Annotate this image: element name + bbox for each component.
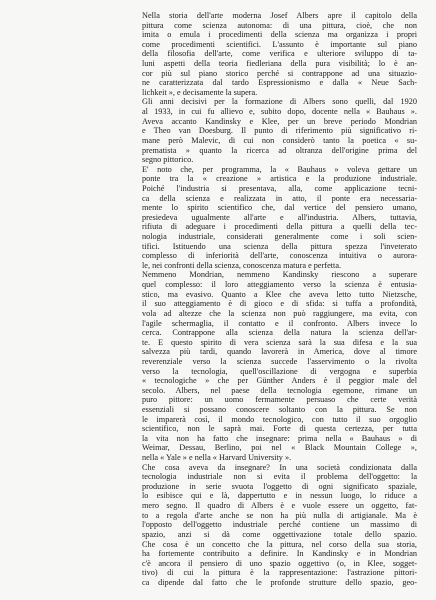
text-line: essenziali si possano conoscere soltanto con la pittura. Se non <box>142 404 417 414</box>
text-line: « tecnologiche » che per Günther Anders è il peggior male del <box>142 376 417 386</box>
text-line: te. E questo spirito di vera scienza sarà la sua difesa e la sua <box>142 337 417 347</box>
text-line: Poiché l'industria si presentava, alla, come applicazione tecni- <box>142 183 417 193</box>
text-line: lo esibisce qui e là, dappertutto e in nessun luogo, lo riduce a <box>142 491 417 501</box>
text-line: al 1933, in cui fu allievo e, subito dopo, docente nella « Bauhaus ». <box>142 107 417 117</box>
text-line: Nella storia dell'arte moderna Josef Albers apre il capitolo della <box>142 11 417 20</box>
text-line: della filosofia dell'arte, come verifica e ulteriore sviluppo di ta- <box>142 49 417 59</box>
text-line: produzione in serie svuota l'oggetto di ogni significato spaziale, <box>142 481 417 491</box>
text-line: tifici. Istituendo una scienza della pittura spezza l'inveterato <box>142 241 417 251</box>
text-line: la vita non ha fatto che insegnare: prima nella « Bauhaus » di <box>142 433 417 443</box>
text-line: cor più sul piano storico perché si contrappone ad una situazio- <box>142 68 417 78</box>
text-line: segno pittorico. <box>142 155 194 165</box>
text-line: come procedimenti scientifici. L'assunto è importante sul piano <box>142 39 417 49</box>
text-line: ca dipende dal fatto che le profonde strutture dello spazio, geo- <box>142 577 417 587</box>
text-line: prematista » quanto la ricerca ad oltranza dell'origine prima del <box>142 145 417 155</box>
text-line: ponte tra la « creazione » artistica e la produzione industriale. <box>142 174 417 184</box>
text-line: Weimar, Dessau, Berlino, poi nel « Black Mountain College », <box>142 443 417 453</box>
text-line: scientifico, non le saprà mai. Forte di questa certezza, per tutta <box>142 424 417 434</box>
text-line: mero segno. Il quadro di Albers è e vuole essere un oggetto, fat- <box>142 501 417 511</box>
text-line: luni aspetti della teoria fiedleriana della pura visibilità; lo è an- <box>142 59 417 69</box>
text-line: Che cosa è un concetto che la pittura, nel corso della sua storia, <box>142 539 417 549</box>
text-line: quel complesso: il loro atteggiamento verso la scienza è entusia- <box>142 280 417 290</box>
text-line: ne caratterizzata dal tardo Espressionismo e dalla « Neue Sach- <box>142 78 417 88</box>
text-column <box>142 11 417 588</box>
text-line: nella « Yale » e nella « Harvard University ». <box>142 453 292 463</box>
text-line: il suo atteggiamento è di gioco e di sfida: si tuffa a profondità, <box>142 299 417 309</box>
text-line: mente lo spirito scientifico che, dal vertice del pensiero umano, <box>142 203 417 213</box>
text-line: imita o emula i procedimenti della scienza ma organizza i propri <box>142 30 417 40</box>
text-line: e Theo van Doesburg. Il punto di riferimento più significativo ri- <box>142 126 417 136</box>
text-line: rifiuta di adeguare i procedimenti della pittura a quelli della tec- <box>142 222 417 232</box>
text-line: to a regola d'arte anche se non ha più nulla di artigianale. Ma è <box>142 510 417 520</box>
text-line: Che cosa aveva da insegnare? In una società condizionata dalla <box>142 462 417 472</box>
text-line: tivo) di cui la pittura è la rappresentazione: l'astrazione pittori- <box>142 568 417 578</box>
text-line: presiedeva ugualmente all'arte e all'industria. Albers, tuttavia, <box>142 212 417 222</box>
text-line: l'opposto dell'oggetto industriale perché contiene un massimo di <box>142 520 417 530</box>
text-line: c'è ancora il pensiero di uno spazio oggettivo (o, in Klee, sogget- <box>142 558 417 568</box>
text-line: secolo. Albers, nel paese della tecnologia egemone, rimane un <box>142 385 417 395</box>
text-line: stico, ma evasivo. Quanto a Klee che aveva letto tutto Nietzsche, <box>142 289 417 299</box>
text-line: salvezza più tardi, quando lavorerà in America, dove al timore <box>142 347 417 357</box>
text-line: mane però Malevic, di cui non considerò tanto la poetica « su- <box>142 135 417 145</box>
text-line: l'agile schermaglia, il contatto e il confronto. Albers invece lo <box>142 318 417 328</box>
text-line: Gli anni decisivi per la formazione di Albers sono quelli, dal 1920 <box>142 97 417 107</box>
text-line: le, nei confronti della scienza, conoscenza matura e perfetta. <box>142 260 342 270</box>
text-line: le imparerà così, il mondo tecnologico, con tutto il suo orgoglio <box>142 414 417 424</box>
text-line: E' noto che, per programma, la « Bauhaus » voleva gettare un <box>142 164 417 174</box>
text-line: spazio, anzi si dà come oggettivazione totale dello spazio. <box>142 529 417 539</box>
text-line: pittura come scienza autonoma: di una pittura, cioè, che non <box>142 20 417 30</box>
text-line: ca della scienza e realizzata in atto, il ponte era necessaria- <box>142 193 417 203</box>
text-line: complesso di inferiorità dell'arte, conoscenza intuitiva o aurora- <box>142 251 417 261</box>
text-line: tecnologia industriale non si evita il problema dell'oggetto: la <box>142 472 417 482</box>
text-line: nologia industriale, considerati generalmente come i soli scien- <box>142 232 417 242</box>
text-line: reverenziale verso la scienza succede l'asservimento o la rivolta <box>142 356 417 366</box>
text-line: ha fortemente contribuito a definire. In Kandinsky e in Mondrian <box>142 549 417 559</box>
text-line: cerca. Contrappone alla scienza della natura la scienza dell'ar- <box>142 328 417 338</box>
text-line: verso la tecnologia, quell'oscillazione di vergogna e superbia <box>142 366 417 376</box>
text-line: Aveva accanto Kandinsky e Klee, per un breve periodo Mondrian <box>142 116 417 126</box>
text-line: vola ad altezze che la scienza non può raggiungere, ma evita, con <box>142 308 417 318</box>
text-line: Nemmeno Mondrian, nemmeno Kandinsky riescono a superare <box>142 270 417 280</box>
text-line: puro pittore: un uomo fermamente persuaso che certe verità <box>142 395 417 405</box>
text-line: lichkeit », e decisamente la supera. <box>142 87 258 97</box>
